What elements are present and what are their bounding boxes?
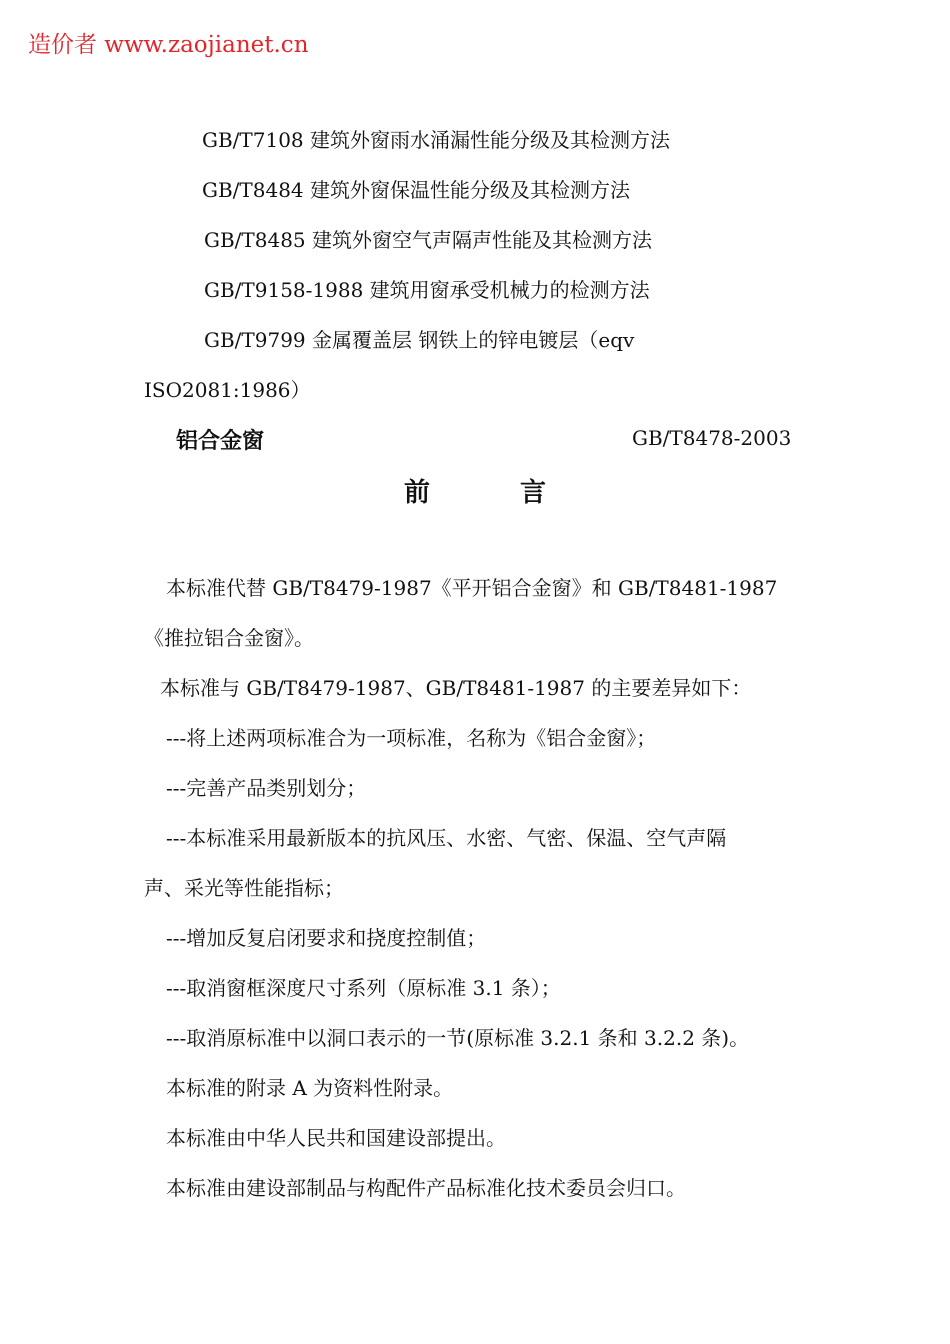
document-code: GB/T8478-2003 bbox=[632, 426, 792, 450]
reference-line: GB/T9158-1988 建筑用窗承受机械力的检测方法 bbox=[204, 278, 650, 302]
preface-title-left: 前 bbox=[404, 478, 431, 508]
document-title: 铝合金窗 bbox=[176, 429, 265, 454]
preface-paragraph-continued: 《推拉铝合金窗》。 bbox=[144, 626, 314, 650]
preface-paragraph: 本标准与 GB/T8479-1987、GB/T8481-1987 的主要差异如下： bbox=[160, 676, 752, 700]
watermark-text: 造价者 www.zaojianet.cn bbox=[28, 32, 309, 58]
reference-line: GB/T7108 建筑外窗雨水涌漏性能分级及其检测方法 bbox=[202, 128, 671, 152]
preface-list-item-continued: 声、采光等性能指标； bbox=[144, 876, 344, 900]
preface-list-item: ---增加反复启闭要求和挠度控制值； bbox=[166, 926, 487, 950]
preface-paragraph: 本标准的附录 A 为资料性附录。 bbox=[166, 1076, 454, 1100]
reference-line: GB/T8484 建筑外窗保温性能分级及其检测方法 bbox=[202, 178, 631, 202]
preface-list-item: ---本标准采用最新版本的抗风压、水密、气密、保温、空气声隔 bbox=[166, 826, 727, 850]
preface-paragraph: 本标准由建设部制品与构配件产品标准化技术委员会归口。 bbox=[166, 1176, 686, 1200]
reference-line: GB/T9799 金属覆盖层 钢铁上的锌电镀层（eqv bbox=[204, 328, 635, 352]
preface-list-item: ---取消原标准中以洞口表示的一节(原标准 3.2.1 条和 3.2.2 条)。 bbox=[166, 1026, 750, 1050]
preface-title-right: 言 bbox=[520, 478, 547, 508]
preface-list-item: ---取消窗框深度尺寸系列（原标准 3.1 条）； bbox=[166, 976, 561, 1000]
preface-list-item: ---完善产品类别划分； bbox=[166, 776, 367, 800]
preface-list-item: ---将上述两项标准合为一项标准，名称为《铝合金窗》； bbox=[166, 726, 657, 750]
reference-line-continued: ISO2081:1986） bbox=[144, 378, 311, 402]
preface-paragraph: 本标准由中华人民共和国建设部提出。 bbox=[166, 1126, 506, 1150]
reference-line: GB/T8485 建筑外窗空气声隔声性能及其检测方法 bbox=[204, 228, 653, 252]
preface-paragraph: 本标准代替 GB/T8479-1987《平开铝合金窗》和 GB/T8481-1987 bbox=[166, 576, 778, 600]
